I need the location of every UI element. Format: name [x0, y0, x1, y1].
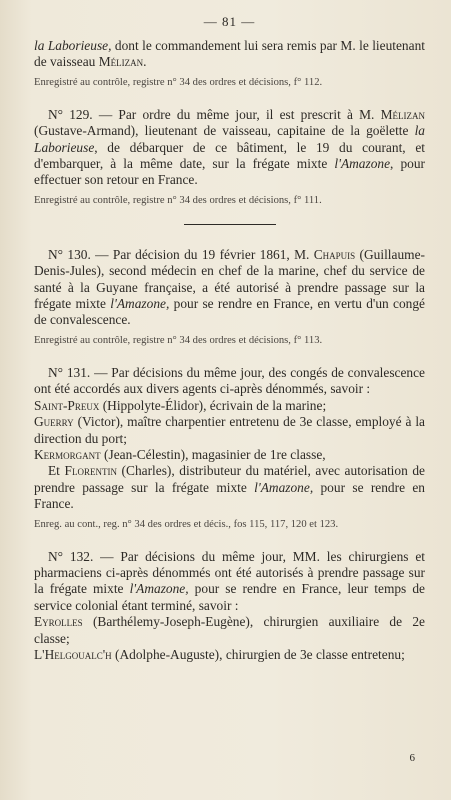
- paragraph-text: (Jean-Célestin), magasinier de 1re classe,: [100, 446, 326, 462]
- signature-mark: 6: [409, 752, 415, 764]
- registration-note: Enregistré au contrôle, registre n° 34 des ordres et décisions, f° 112.: [34, 76, 323, 88]
- person-name: Saint-Preux: [34, 397, 100, 413]
- list-item: [34, 614, 425, 647]
- list-item: [34, 398, 425, 414]
- ship-name: l'Amazone,: [110, 296, 170, 312]
- paragraph-text: , pour effectuer son retour en France.: [34, 156, 425, 188]
- page-number: — 81 —: [203, 14, 256, 29]
- paragraph-text: (Guillaume-Denis-Jules), second médecin en chef de la marine, chef du service de santé à la Guyane française, a été autorisé à prendre passage sur la frégate mixte: [34, 246, 425, 312]
- list-item: [34, 447, 425, 463]
- paragraph-text: (Victor), maître charpentier entretenu de 3e classe, employé à la direction du port;: [34, 414, 425, 446]
- person-name: Florentin: [64, 463, 117, 479]
- ship-name: l'Amazone: [334, 156, 391, 172]
- paragraph-text: (Gustave-Armand), lieutenant de vaisseau, capitaine de la goëlette: [34, 123, 415, 139]
- paragraph-131: N° 131. — Par décisions du même jour, des congés de convalescence ont été accordés aux divers agents ci-après dénommés, savoir :: [34, 364, 425, 397]
- person-name: Mélizan: [98, 54, 144, 70]
- ship-name: la Laborieuse,: [34, 38, 112, 53]
- paragraph-130: [34, 247, 425, 329]
- paragraph-text: pour se rendre en France, en vertu d'un congé de convalescence.: [34, 296, 425, 328]
- registration-note: Enreg. au cont., reg. n° 34 des ordres et décis., fos 115, 117, 120 et 123.: [34, 518, 339, 530]
- paragraph-132: [34, 549, 425, 615]
- list-item: [34, 647, 425, 663]
- person-name: Mélizan: [380, 106, 425, 122]
- paragraph-text: (Adolphe-Auguste), chirurgien de 3e classe entretenu;: [111, 646, 405, 662]
- paragraph-text: (Hippolyte-Élidor), écrivain de la marine;: [99, 397, 327, 413]
- paragraph-text: N° 132. — Par décisions du même jour, MM. les chirurgiens et pharmaciens ci-après dénommés ont été autorisés à prendre passage sur la frégate mixte: [34, 548, 425, 597]
- paragraph-text: Et: [48, 463, 65, 479]
- person-name: Chapuis: [313, 246, 356, 262]
- list-item: [34, 414, 425, 447]
- ship-name: l'Amazone,: [129, 581, 189, 597]
- paragraph-text: , de débarquer de ce bâtiment, le 19 du courant, et d'embarquer, à la même date, sur la frégate mixte: [34, 139, 425, 172]
- person-name: Eyrolles: [34, 614, 83, 630]
- paragraph-text: (Charles), distributeur du matériel, avec autorisation de prendre passage sur la frégate mixte: [34, 463, 426, 495]
- paragraph-text: pour se rendre en France.: [34, 479, 425, 512]
- paragraph-text: pour se rendre en France, leur temps de service colonial étant terminé, savoir :: [34, 581, 425, 613]
- paragraph-text: .: [143, 54, 147, 70]
- section-divider: [184, 224, 276, 225]
- ship-name: l'Amazone,: [254, 479, 314, 495]
- registration-note: Enregistré au contrôle, registre n° 34 des ordres et décisions, f° 113.: [34, 334, 323, 346]
- paragraph-text: dont le commandement lui sera remis par M. le lieutenant de vaisseau: [34, 38, 425, 70]
- ship-name: la Laborieuse: [34, 123, 425, 155]
- person-name: L'Helgoualc'h: [34, 646, 112, 662]
- registration-note: Enregistré au contrôle, registre n° 34 des ordres et décisions, f° 111.: [34, 194, 322, 206]
- paragraph-129: [34, 107, 425, 189]
- paragraph-text: N° 130. — Par décision du 19 février 1861, M.: [48, 246, 314, 262]
- person-name: Guerry: [34, 414, 74, 430]
- list-item: [34, 463, 425, 512]
- paragraph-continuation: [34, 38, 425, 71]
- paragraph-text: (Barthélemy-Joseph-Eugène), chirurgien auxiliaire de 2e classe;: [34, 614, 425, 646]
- person-name: Kermorgant: [34, 446, 101, 462]
- paragraph-text: N° 129. — Par ordre du même jour, il est prescrit à M.: [48, 106, 381, 122]
